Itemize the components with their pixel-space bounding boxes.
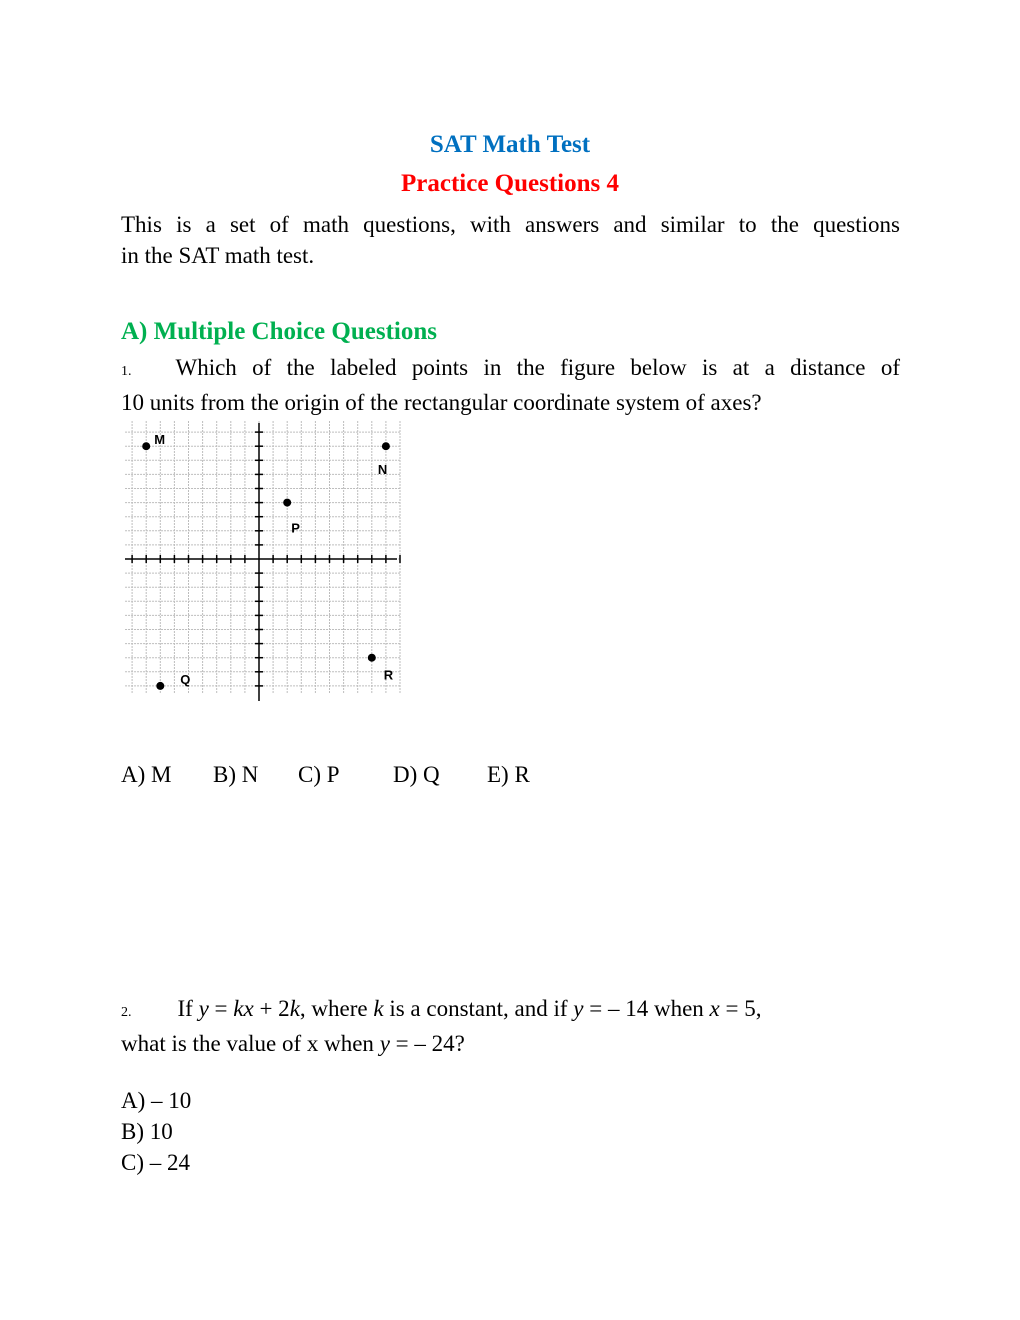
q2-var: kx — [233, 996, 254, 1021]
q2-text: + 2 — [253, 996, 290, 1021]
question-2-line-1 — [121, 993, 762, 1028]
page-subtitle: Practice Questions 4 — [400, 170, 619, 197]
point-r-marker — [368, 654, 376, 662]
question-1-text-1: Which of the labeled points in the figure below is at a distance of — [175, 355, 900, 380]
q2-text: If — [177, 996, 199, 1021]
intro-line-1: This is a set of math questions, with answers and similar to the questions — [121, 212, 900, 237]
q2-text: = — [208, 996, 234, 1021]
q2-var: y — [379, 1031, 390, 1056]
q2-text: what is the value of x when — [121, 1031, 380, 1056]
page-title: SAT Math Test — [429, 131, 591, 158]
q2-text: = – 24? — [389, 1031, 465, 1056]
choice-2b[interactable]: B) 10 — [121, 1119, 173, 1144]
choice-1d[interactable]: D) Q — [393, 762, 440, 787]
question-1-choices — [121, 762, 621, 792]
intro-paragraph — [121, 209, 900, 271]
question-1-number: 1. — [121, 364, 132, 379]
choice-1e[interactable]: E) R — [487, 762, 530, 787]
question-2-number: 2. — [121, 1005, 132, 1020]
q2-text: = – 14 when — [583, 996, 710, 1021]
question-2-line-2 — [121, 1028, 762, 1059]
point-n-label: N — [377, 462, 388, 478]
point-p-label: P — [291, 520, 300, 536]
question-1-line-1 — [121, 352, 900, 387]
point-n-marker — [382, 442, 390, 450]
choice-2c[interactable]: C) – 24 — [121, 1150, 190, 1175]
grid — [125, 421, 400, 693]
point-m-label: M — [154, 432, 166, 448]
points — [142, 432, 394, 690]
question-2-choices — [121, 1085, 191, 1178]
q2-text: = 5, — [719, 996, 762, 1021]
question-1-line-2: 10 units from the origin of the rectangular coordinate system of axes? — [121, 390, 762, 415]
q2-text: , where — [299, 996, 374, 1021]
q2-var: y — [198, 996, 209, 1021]
choice-1c[interactable]: C) P — [298, 762, 340, 787]
q2-var: k — [373, 996, 384, 1021]
question-2 — [121, 993, 762, 1059]
point-p-marker — [283, 499, 291, 507]
point-m-marker — [142, 442, 150, 450]
choice-2a[interactable]: A) – 10 — [121, 1088, 192, 1113]
point-q-label: Q — [180, 671, 191, 687]
q2-var: k — [289, 996, 300, 1021]
question-1 — [121, 352, 900, 418]
point-r-label: R — [383, 667, 394, 683]
intro-line-2: in the SAT math test. — [121, 243, 315, 268]
q2-var: y — [573, 996, 584, 1021]
q2-var: x — [709, 996, 720, 1021]
point-q-marker — [156, 682, 164, 690]
choice-1a[interactable]: A) M — [121, 762, 172, 787]
section-heading: A) Multiple Choice Questions — [121, 318, 437, 345]
q2-text: is a constant, and if — [383, 996, 574, 1021]
coordinate-figure — [121, 421, 401, 703]
choice-1b[interactable]: B) N — [213, 762, 259, 787]
axes — [125, 421, 400, 701]
